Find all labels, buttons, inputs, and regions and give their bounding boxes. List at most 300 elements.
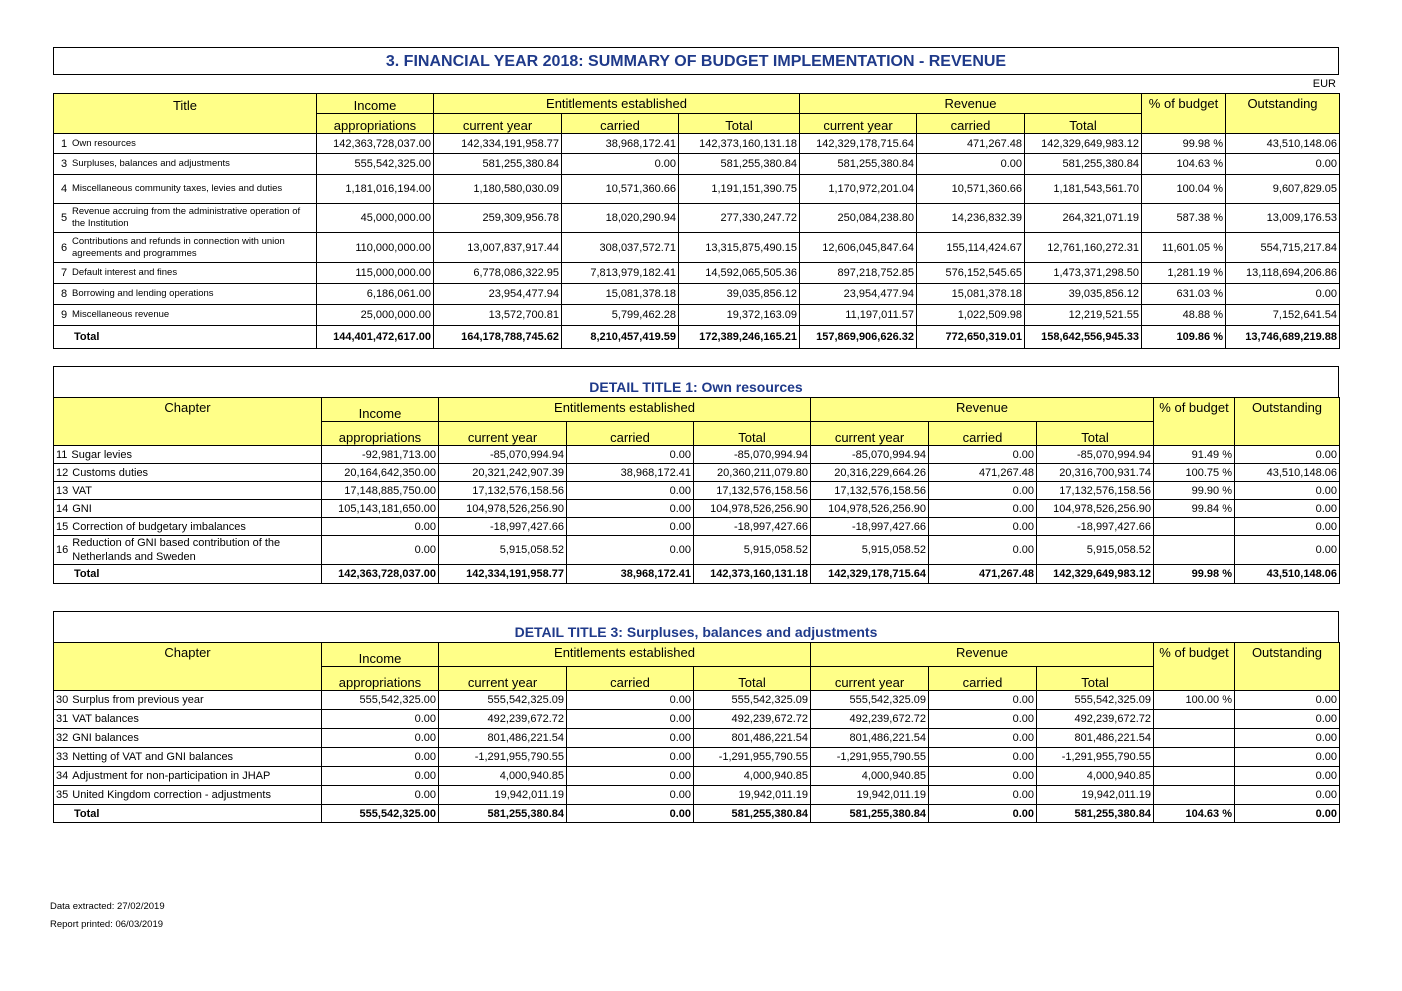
cell-rev-tot: 1,181,543,561.70 (1025, 175, 1142, 204)
cell-ent-cy: -1,291,955,790.55 (439, 748, 567, 767)
cell-out: 0.00 (1226, 154, 1340, 175)
cell-rev-car: 471,267.48 (929, 464, 1037, 482)
cell-ent-cy: 142,334,191,958.77 (434, 134, 562, 154)
cell-rev-cy: 1,170,972,201.04 (800, 175, 917, 204)
header-chapter: Chapter (54, 643, 322, 691)
header-appropriations: appropriations (322, 667, 439, 691)
header-ent-carried: carried (562, 114, 679, 134)
cell-ent-cy: 13,007,837,917.44 (434, 233, 562, 263)
row-number: 7 (60, 267, 68, 279)
cell-ent-car: 0.00 (567, 710, 694, 729)
cell-ent-car: 0.00 (567, 767, 694, 786)
cell-rev-cy: -85,070,994.94 (811, 446, 929, 464)
total-label: Total (54, 805, 322, 823)
row-label-cell (54, 748, 322, 767)
header-ent-total: Total (694, 422, 811, 446)
cell-ent-tot: 142,373,160,131.18 (679, 134, 800, 154)
cell-out: 0.00 (1235, 748, 1340, 767)
chapter-label: Correction of budgetary imbalances (72, 520, 246, 533)
cell-income: 115,000,000.00 (317, 263, 434, 284)
cell-ent-tot: 14,592,065,505.36 (679, 263, 800, 284)
cell-out: 0.00 (1235, 518, 1340, 536)
cell-ent-car: 15,081,378.18 (562, 284, 679, 305)
cell-ent-cy: 19,942,011.19 (439, 786, 567, 805)
cell-out: 0.00 (1235, 500, 1340, 518)
total-rev-tot: 158,642,556,945.33 (1025, 326, 1142, 349)
cell-ent-tot: 492,239,672.72 (694, 710, 811, 729)
cell-income: -92,981,713.00 (322, 446, 439, 464)
total-rev-cy: 142,329,178,715.64 (811, 565, 929, 584)
cell-income: 105,143,181,650.00 (322, 500, 439, 518)
cell-rev-tot: 5,915,058.52 (1037, 536, 1154, 565)
chapter-label: VAT (72, 484, 93, 497)
table-row (54, 518, 1340, 536)
total-row (54, 326, 1340, 349)
chapter-label: VAT balances (72, 713, 139, 725)
total-income: 555,542,325.00 (322, 805, 439, 823)
cell-ent-tot: 1,191,151,390.75 (679, 175, 800, 204)
cell-ent-car: 0.00 (567, 500, 694, 518)
table-row (54, 710, 1340, 729)
cell-out: 0.00 (1235, 536, 1340, 565)
cell-ent-cy: 20,321,242,907.39 (439, 464, 567, 482)
chapter-label: Adjustment for non-participation in JHAP (72, 770, 271, 782)
total-income: 144,401,472,617.00 (317, 326, 434, 349)
detail1-table (53, 397, 1340, 584)
cell-pct: 99.84 % (1154, 500, 1235, 518)
cell-out: 43,510,148.06 (1226, 134, 1340, 154)
cell-ent-cy: 801,486,221.54 (439, 729, 567, 748)
cell-ent-cy: 4,000,940.85 (439, 767, 567, 786)
chapter-number: 13 (56, 484, 69, 497)
row-number: 4 (60, 183, 68, 195)
cell-ent-car: 7,813,979,182.41 (562, 263, 679, 284)
cell-rev-car: 576,152,545.65 (917, 263, 1025, 284)
header-rev-total: Total (1037, 667, 1154, 691)
cell-out: 0.00 (1235, 446, 1340, 464)
row-label-cell (54, 710, 322, 729)
total-out: 0.00 (1235, 805, 1340, 823)
cell-rev-car: 0.00 (917, 154, 1025, 175)
cell-rev-tot: 492,239,672.72 (1037, 710, 1154, 729)
row-number: 3 (60, 158, 68, 170)
total-label: Total (54, 565, 322, 584)
cell-rev-car: 0.00 (929, 729, 1037, 748)
cell-rev-tot: 1,473,371,298.50 (1025, 263, 1142, 284)
cell-rev-car: 0.00 (929, 767, 1037, 786)
cell-ent-car: 10,571,360.66 (562, 175, 679, 204)
cell-rev-cy: 20,316,229,664.26 (811, 464, 929, 482)
table-row (54, 134, 1340, 154)
cell-rev-tot: 4,000,940.85 (1037, 767, 1154, 786)
cell-pct: 99.90 % (1154, 482, 1235, 500)
total-pct: 99.98 % (1154, 565, 1235, 584)
chapter-label: GNI (72, 502, 92, 515)
total-ent-tot: 581,255,380.84 (694, 805, 811, 823)
cell-rev-car: 0.00 (929, 536, 1037, 565)
chapter-number: 35 (56, 789, 69, 801)
header-revenue: Revenue (811, 643, 1154, 667)
cell-rev-cy: 250,084,238.80 (800, 204, 917, 233)
header-rev-carried: carried (929, 422, 1037, 446)
cell-income: 0.00 (322, 536, 439, 565)
total-row (54, 805, 1340, 823)
report-title: 3. FINANCIAL YEAR 2018: SUMMARY OF BUDGET IMPLEMENTATION - REVENUE (53, 47, 1339, 75)
cell-income: 0.00 (322, 518, 439, 536)
cell-ent-car: 18,020,290.94 (562, 204, 679, 233)
cell-ent-car: 0.00 (567, 482, 694, 500)
cell-ent-car: 308,037,572.71 (562, 233, 679, 263)
cell-ent-car: 5,799,462.28 (562, 305, 679, 326)
table-row (54, 175, 1340, 204)
cell-rev-cy: -1,291,955,790.55 (811, 748, 929, 767)
cell-pct: 100.75 % (1154, 464, 1235, 482)
cell-out: 13,118,694,206.86 (1226, 263, 1340, 284)
row-label-cell (54, 305, 317, 326)
cell-ent-car: 38,968,172.41 (567, 464, 694, 482)
cell-pct: 91.49 % (1154, 446, 1235, 464)
cell-rev-car: 14,236,832.39 (917, 204, 1025, 233)
row-number: 6 (60, 241, 68, 254)
total-rev-tot: 581,255,380.84 (1037, 805, 1154, 823)
table-row (54, 786, 1340, 805)
cell-pct: 100.00 % (1154, 691, 1235, 710)
cell-rev-car: 0.00 (929, 446, 1037, 464)
total-rev-cy: 157,869,906,626.32 (800, 326, 917, 349)
summary-rows (54, 134, 1340, 349)
table-row (54, 482, 1340, 500)
table-row (54, 233, 1340, 263)
cell-rev-cy: -18,997,427.66 (811, 518, 929, 536)
row-label-cell (54, 518, 322, 536)
cell-ent-cy: -18,997,427.66 (439, 518, 567, 536)
data-extracted-note: Data extracted: 27/02/2019 (50, 901, 165, 912)
cell-rev-car: 0.00 (929, 500, 1037, 518)
cell-ent-car: 0.00 (562, 154, 679, 175)
chapter-number: 14 (56, 502, 69, 515)
header-ent-current-year: current year (439, 422, 567, 446)
cell-ent-car: 0.00 (567, 786, 694, 805)
table-row (54, 284, 1340, 305)
cell-income: 110,000,000.00 (317, 233, 434, 263)
chapter-number: 12 (56, 466, 69, 479)
table-row (54, 536, 1340, 565)
row-label-cell (54, 536, 322, 565)
total-rev-car: 471,267.48 (929, 565, 1037, 584)
cell-rev-cy: 142,329,178,715.64 (800, 134, 917, 154)
cell-ent-tot: 39,035,856.12 (679, 284, 800, 305)
total-rev-tot: 142,329,649,983.12 (1037, 565, 1154, 584)
cell-income: 0.00 (322, 748, 439, 767)
cell-income: 0.00 (322, 710, 439, 729)
header-ent-carried: carried (567, 667, 694, 691)
cell-ent-tot: 277,330,247.72 (679, 204, 800, 233)
cell-pct: 48.88 % (1142, 305, 1226, 326)
cell-out: 554,715,217.84 (1226, 233, 1340, 263)
cell-pct: 99.98 % (1142, 134, 1226, 154)
header-rev-current-year: current year (800, 114, 917, 134)
cell-rev-car: 155,114,424.67 (917, 233, 1025, 263)
cell-rev-tot: 12,219,521.55 (1025, 305, 1142, 326)
cell-rev-cy: 17,132,576,158.56 (811, 482, 929, 500)
table-row (54, 500, 1340, 518)
header-outstanding: Outstanding (1235, 398, 1340, 446)
cell-ent-tot: 13,315,875,490.15 (679, 233, 800, 263)
cell-out: 7,152,641.54 (1226, 305, 1340, 326)
table-row (54, 729, 1340, 748)
cell-rev-tot: -1,291,955,790.55 (1037, 748, 1154, 767)
header-ent-carried: carried (567, 422, 694, 446)
table-row (54, 767, 1340, 786)
cell-out: 0.00 (1235, 482, 1340, 500)
cell-rev-cy: 581,255,380.84 (800, 154, 917, 175)
row-label-cell (54, 446, 322, 464)
chapter-number: 16 (56, 544, 69, 556)
cell-out: 0.00 (1235, 767, 1340, 786)
table-row (54, 154, 1340, 175)
total-rev-car: 772,650,319.01 (917, 326, 1025, 349)
cell-pct (1154, 729, 1235, 748)
cell-rev-car: 0.00 (929, 691, 1037, 710)
header-income: Income (317, 94, 434, 114)
table-row (54, 204, 1340, 233)
header-outstanding: Outstanding (1226, 94, 1340, 134)
cell-pct: 1,281.19 % (1142, 263, 1226, 284)
row-number: 5 (60, 212, 68, 224)
header-outstanding: Outstanding (1235, 643, 1340, 691)
cell-rev-car: 471,267.48 (917, 134, 1025, 154)
cell-ent-car: 0.00 (567, 748, 694, 767)
row-number: 1 (60, 137, 68, 150)
table-row (54, 305, 1340, 326)
header-rev-current-year: current year (811, 422, 929, 446)
row-label-cell (54, 482, 322, 500)
cell-rev-cy: 555,542,325.09 (811, 691, 929, 710)
row-label-cell (54, 233, 317, 263)
cell-out: 0.00 (1226, 284, 1340, 305)
cell-rev-cy: 12,606,045,847.64 (800, 233, 917, 263)
total-out: 13,746,689,219.88 (1226, 326, 1340, 349)
cell-rev-car: 0.00 (929, 518, 1037, 536)
row-label: Revenue accruing from the administrative operation of the Institution (72, 206, 301, 229)
cell-pct: 11,601.05 % (1142, 233, 1226, 263)
cell-income: 555,542,325.00 (322, 691, 439, 710)
cell-pct (1154, 710, 1235, 729)
summary-table (53, 93, 1340, 349)
header-appropriations: appropriations (317, 114, 434, 134)
cell-pct: 587.38 % (1142, 204, 1226, 233)
chapter-label: Customs duties (72, 466, 149, 479)
cell-ent-tot: -1,291,955,790.55 (694, 748, 811, 767)
total-label: Total (54, 326, 317, 349)
cell-ent-car: 0.00 (567, 446, 694, 464)
cell-rev-car: 0.00 (929, 748, 1037, 767)
cell-ent-tot: -85,070,994.94 (694, 446, 811, 464)
cell-rev-tot: 17,132,576,158.56 (1037, 482, 1154, 500)
total-ent-cy: 142,334,191,958.77 (439, 565, 567, 584)
table-row (54, 263, 1340, 284)
chapter-label: Surplus from previous year (72, 694, 204, 706)
row-label-cell (54, 284, 317, 305)
cell-out: 0.00 (1235, 729, 1340, 748)
total-row (54, 565, 1340, 584)
row-label-cell (54, 204, 317, 233)
cell-rev-tot: 19,942,011.19 (1037, 786, 1154, 805)
header-ent-current-year: current year (439, 667, 567, 691)
cell-income: 6,186,061.00 (317, 284, 434, 305)
cell-rev-tot: 264,321,071.19 (1025, 204, 1142, 233)
row-label-cell (54, 500, 322, 518)
cell-ent-car: 0.00 (567, 536, 694, 565)
row-label-cell (54, 134, 317, 154)
header-income: Income (322, 398, 439, 422)
cell-income: 0.00 (322, 729, 439, 748)
header-income: Income (322, 643, 439, 667)
header-rev-total: Total (1037, 422, 1154, 446)
detail1-title: DETAIL TITLE 1: Own resources (53, 366, 1339, 398)
cell-rev-tot: -85,070,994.94 (1037, 446, 1154, 464)
total-ent-cy: 164,178,788,745.62 (434, 326, 562, 349)
header-entitlements: Entitlements established (439, 398, 811, 422)
header-rev-carried: carried (929, 667, 1037, 691)
cell-income: 17,148,885,750.00 (322, 482, 439, 500)
cell-ent-cy: 259,309,956.78 (434, 204, 562, 233)
cell-rev-cy: 4,000,940.85 (811, 767, 929, 786)
cell-pct (1154, 767, 1235, 786)
header-ent-current-year: current year (434, 114, 562, 134)
cell-pct (1154, 748, 1235, 767)
cell-ent-cy: -85,070,994.94 (439, 446, 567, 464)
header-rev-current-year: current year (811, 667, 929, 691)
cell-out: 43,510,148.06 (1235, 464, 1340, 482)
cell-rev-tot: 142,329,649,983.12 (1025, 134, 1142, 154)
cell-ent-tot: 104,978,526,256.90 (694, 500, 811, 518)
total-income: 142,363,728,037.00 (322, 565, 439, 584)
row-label-cell (54, 263, 317, 284)
row-label: Default interest and fines (72, 267, 178, 278)
row-label: Own resources (72, 137, 136, 149)
cell-income: 25,000,000.00 (317, 305, 434, 326)
chapter-number: 11 (56, 448, 68, 461)
row-label: Miscellaneous community taxes, levies and duties (72, 183, 283, 194)
cell-rev-cy: 897,218,752.85 (800, 263, 917, 284)
cell-ent-cy: 17,132,576,158.56 (439, 482, 567, 500)
total-ent-car: 38,968,172.41 (567, 565, 694, 584)
chapter-label: United Kingdom correction - adjustments (72, 789, 271, 801)
cell-ent-tot: 20,360,211,079.80 (694, 464, 811, 482)
cell-pct: 104.63 % (1142, 154, 1226, 175)
cell-ent-car: 0.00 (567, 729, 694, 748)
cell-ent-cy: 555,542,325.09 (439, 691, 567, 710)
chapter-number: 31 (56, 713, 69, 725)
cell-ent-cy: 6,778,086,322.95 (434, 263, 562, 284)
row-label-cell (54, 767, 322, 786)
cell-income: 555,542,325.00 (317, 154, 434, 175)
row-label-cell (54, 786, 322, 805)
cell-ent-cy: 104,978,526,256.90 (439, 500, 567, 518)
row-label: Surpluses, balances and adjustments (72, 158, 230, 169)
chapter-number: 34 (56, 770, 69, 782)
total-ent-tot: 142,373,160,131.18 (694, 565, 811, 584)
cell-rev-tot: 581,255,380.84 (1025, 154, 1142, 175)
header-pct: % of budget (1142, 94, 1226, 134)
row-label: Borrowing and lending operations (72, 288, 214, 299)
cell-rev-tot: -18,997,427.66 (1037, 518, 1154, 536)
cell-pct (1154, 786, 1235, 805)
cell-income: 45,000,000.00 (317, 204, 434, 233)
header-rev-carried: carried (917, 114, 1025, 134)
cell-rev-tot: 39,035,856.12 (1025, 284, 1142, 305)
cell-rev-car: 0.00 (929, 710, 1037, 729)
cell-ent-cy: 492,239,672.72 (439, 710, 567, 729)
header-ent-total: Total (679, 114, 800, 134)
cell-rev-tot: 12,761,160,272.31 (1025, 233, 1142, 263)
header-title: Title (54, 94, 317, 134)
cell-income: 0.00 (322, 767, 439, 786)
cell-rev-cy: 19,942,011.19 (811, 786, 929, 805)
cell-ent-cy: 1,180,580,030.09 (434, 175, 562, 204)
chapter-number: 33 (56, 751, 69, 763)
header-revenue: Revenue (811, 398, 1154, 422)
chapter-label: Reduction of GNI based contribution of the Netherlands and Sweden (72, 537, 281, 563)
cell-ent-car: 0.00 (567, 691, 694, 710)
chapter-number: 30 (56, 694, 69, 706)
cell-out: 0.00 (1235, 710, 1340, 729)
row-number: 8 (60, 288, 68, 300)
header-chapter: Chapter (54, 398, 322, 446)
detail3-table (53, 642, 1340, 823)
header-rev-total: Total (1025, 114, 1142, 134)
cell-out: 13,009,176.53 (1226, 204, 1340, 233)
row-label: Miscellaneous revenue (72, 309, 170, 320)
header-appropriations: appropriations (322, 422, 439, 446)
chapter-number: 15 (56, 520, 69, 533)
cell-rev-car: 0.00 (929, 482, 1037, 500)
total-rev-cy: 581,255,380.84 (811, 805, 929, 823)
cell-ent-tot: 19,942,011.19 (694, 786, 811, 805)
row-label-cell (54, 691, 322, 710)
cell-rev-car: 10,571,360.66 (917, 175, 1025, 204)
cell-income: 20,164,642,350.00 (322, 464, 439, 482)
detail1-rows (54, 446, 1340, 584)
cell-rev-tot: 801,486,221.54 (1037, 729, 1154, 748)
detail3-rows (54, 691, 1340, 823)
cell-pct: 631.03 % (1142, 284, 1226, 305)
header-pct: % of budget (1154, 398, 1235, 446)
cell-rev-tot: 104,978,526,256.90 (1037, 500, 1154, 518)
header-entitlements: Entitlements established (434, 94, 800, 114)
cell-income: 1,181,016,194.00 (317, 175, 434, 204)
cell-rev-cy: 492,239,672.72 (811, 710, 929, 729)
row-label-cell (54, 154, 317, 175)
cell-ent-tot: 4,000,940.85 (694, 767, 811, 786)
total-ent-cy: 581,255,380.84 (439, 805, 567, 823)
cell-rev-tot: 20,316,700,931.74 (1037, 464, 1154, 482)
cell-ent-tot: 17,132,576,158.56 (694, 482, 811, 500)
cell-ent-car: 38,968,172.41 (562, 134, 679, 154)
cell-rev-cy: 5,915,058.52 (811, 536, 929, 565)
cell-ent-tot: 801,486,221.54 (694, 729, 811, 748)
cell-rev-cy: 104,978,526,256.90 (811, 500, 929, 518)
cell-ent-tot: -18,997,427.66 (694, 518, 811, 536)
table-row (54, 464, 1340, 482)
total-ent-tot: 172,389,246,165.21 (679, 326, 800, 349)
total-pct: 109.86 % (1142, 326, 1226, 349)
header-pct: % of budget (1154, 643, 1235, 691)
cell-ent-cy: 581,255,380.84 (434, 154, 562, 175)
cell-rev-car: 1,022,509.98 (917, 305, 1025, 326)
header-entitlements: Entitlements established (439, 643, 811, 667)
